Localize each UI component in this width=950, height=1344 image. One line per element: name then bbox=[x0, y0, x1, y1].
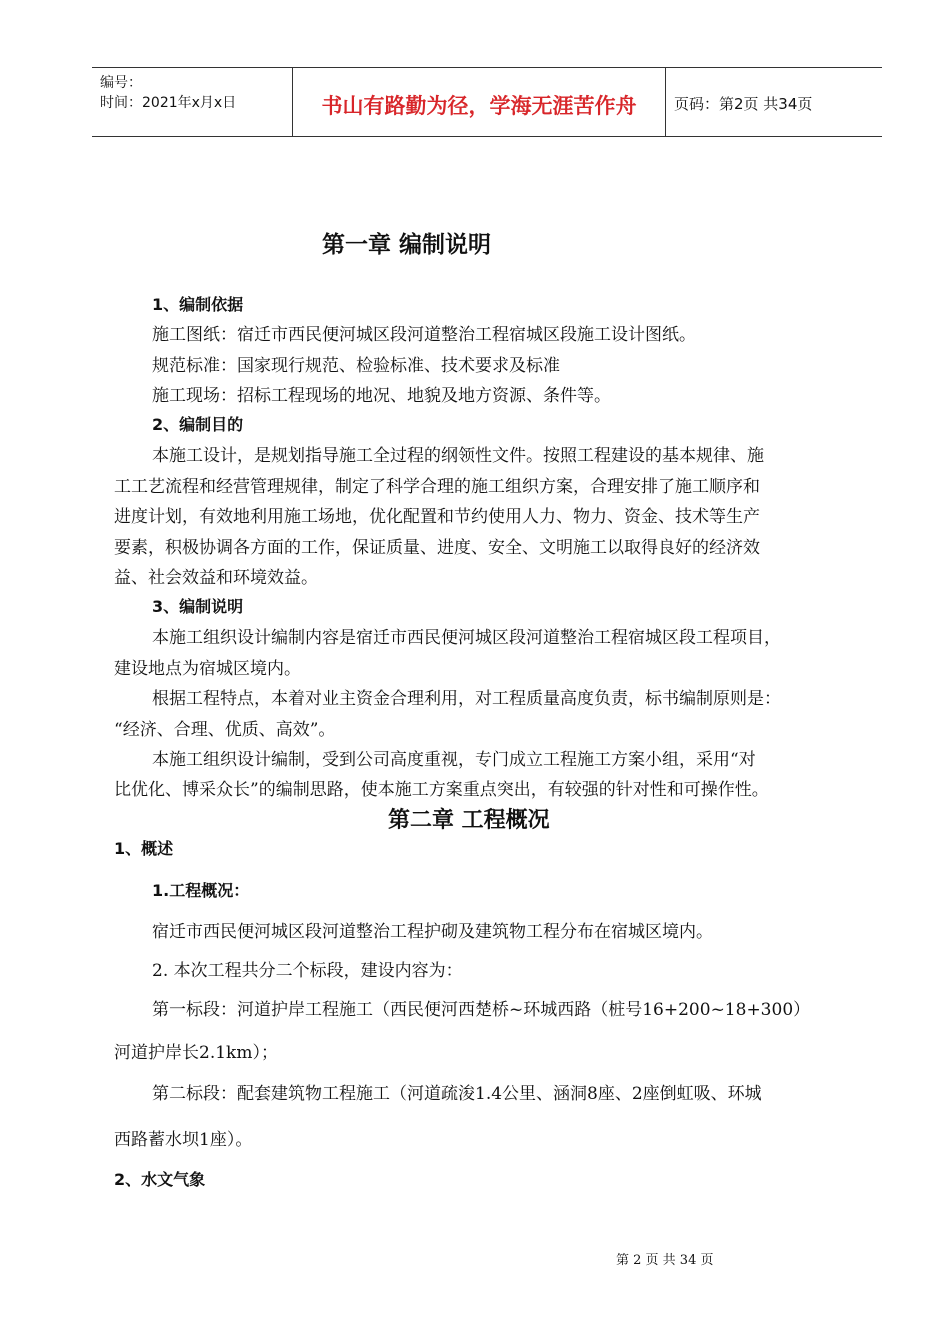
page-footer: 第 2 页 共 34 页 bbox=[616, 1253, 714, 1268]
paragraph-line: “经济、合理、优质、高效”。 bbox=[114, 720, 336, 740]
paragraph-line: 比优化、博采众长”的编制思路，使本施工方案重点突出，有较强的针对性和可操作性。 bbox=[114, 780, 769, 800]
subsection-title: 1.工程概况： bbox=[152, 881, 250, 900]
paragraph-line: 根据工程特点，本着对业主资金合理利用，对工程质量高度负责，标书编制原则是： bbox=[152, 689, 781, 709]
paragraph-line: 要素，积极协调各方面的工作，保证质量、进度、安全、文明施工以取得良好的经济效 bbox=[114, 538, 760, 558]
section-1-3-title: 3、编制说明 bbox=[152, 597, 244, 616]
header-page-info: 页码：第2页 共34页 bbox=[674, 95, 813, 113]
paragraph-line: 本施工组织设计编制，受到公司高度重视，专门成立工程施工方案小组，采用“对 bbox=[152, 750, 756, 770]
paragraph-line: 2. 本次工程共分二个标段，建设内容为： bbox=[152, 961, 463, 981]
paragraph-line: 河道护岸长2.1km）； bbox=[114, 1043, 278, 1063]
paragraph-line: 工工艺流程和经营管理规律，制定了科学合理的施工组织方案，合理安排了施工顺序和 bbox=[114, 477, 760, 497]
section-1-1-title: 1、编制依据 bbox=[152, 295, 244, 314]
header-meta-cell bbox=[92, 68, 293, 136]
section-1-2-title: 2、编制目的 bbox=[152, 415, 244, 434]
section-2-1-title: 1、概述 bbox=[114, 839, 174, 858]
paragraph-line: 规范标准：国家现行规范、检验标准、技术要求及标准 bbox=[152, 356, 560, 376]
section-2-2-title: 2、水文气象 bbox=[114, 1170, 206, 1189]
paragraph-line: 宿迁市西民便河城区段河道整治工程护砌及建筑物工程分布在宿城区境内。 bbox=[152, 922, 713, 942]
header-page-cell bbox=[666, 68, 882, 136]
chapter-1-title: 第一章 编制说明 bbox=[322, 232, 492, 258]
paragraph-line: 第二标段：配套建筑物工程施工（河道疏浚1.4公里、涵洞8座、2座倒虹吸、环城 bbox=[152, 1084, 762, 1104]
document-time: 时间：2021年x月x日 bbox=[100, 95, 237, 111]
paragraph-line: 施工现场：招标工程现场的地况、地貌及地方资源、条件等。 bbox=[152, 386, 611, 406]
paragraph-line: 西路蓄水坝1座）。 bbox=[114, 1130, 253, 1150]
paragraph-line: 本施工设计，是规划指导施工全过程的纲领性文件。按照工程建设的基本规律、施 bbox=[152, 446, 764, 466]
paragraph-line: 本施工组织设计编制内容是宿迁市西民便河城区段河道整治工程宿城区段工程项目， bbox=[152, 628, 781, 648]
paragraph-line: 进度计划，有效地利用施工场地，优化配置和节约使用人力、物力、资金、技术等生产 bbox=[114, 507, 760, 527]
header-motto: 书山有路勤为径，学海无涯苦作舟 bbox=[321, 94, 637, 118]
header-motto-cell bbox=[293, 68, 666, 136]
chapter-2-title: 第二章 工程概况 bbox=[388, 808, 550, 833]
paragraph-line: 益、社会效益和环境效益。 bbox=[114, 568, 318, 588]
paragraph-line: 施工图纸：宿迁市西民便河城区段河道整治工程宿城区段施工设计图纸。 bbox=[152, 325, 696, 345]
paragraph-line: 建设地点为宿城区境内。 bbox=[114, 659, 301, 679]
page-header bbox=[92, 67, 882, 137]
paragraph-line: 第一标段：河道护岸工程施工（西民便河西楚桥~环城西路（桩号16+200~18+300） bbox=[152, 1000, 811, 1020]
document-number-label: 编号： bbox=[100, 75, 142, 91]
